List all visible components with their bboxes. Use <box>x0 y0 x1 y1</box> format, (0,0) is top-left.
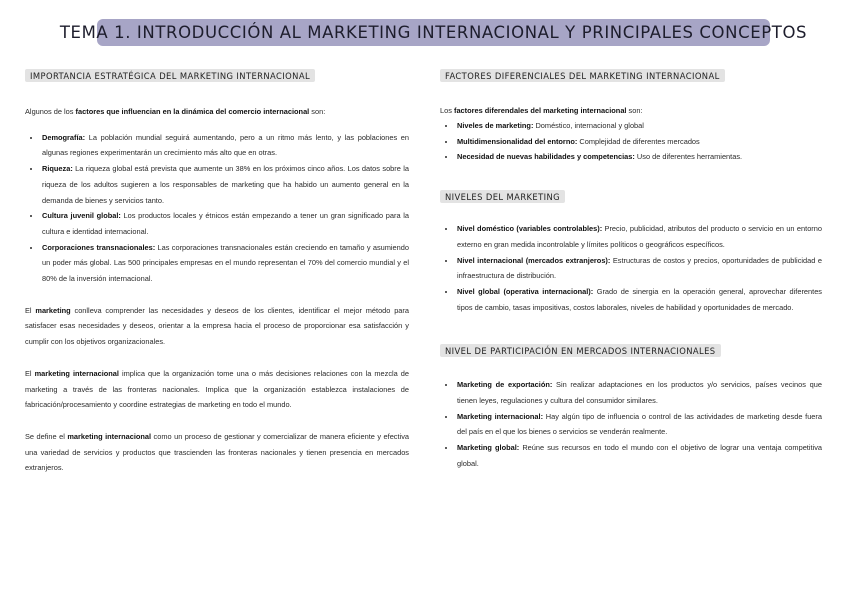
list-item: • Necesidad de nuevas habilidades y competencias: Uso de diferentes herramientas. <box>456 149 822 165</box>
list-item: • Demografía: La población mundial seguirá aumentando, pero a un ritmo más lento, y las poblaciones en algunas regiones experimentarán un crecimiento más alto que en otras. <box>41 130 409 161</box>
list-item: • Nivel doméstico (variables controlables): Precio, publicidad, atributos del producto o servicio en un entorno externo en gran medida incontrolable y límites políticos o geográficos específicos. <box>456 221 822 252</box>
section-heading-importancia: IMPORTANCIA ESTRATÉGICA DEL MARKETING INTERNACIONAL <box>25 69 315 82</box>
international-marketing-definition-paragraph: Se define el marketing internacional como un proceso de gestionar y comercializar de manera eficiente y efectiva una variedad de servicios y productos que trascienden las fronteras nacionales y tienen presencia en mercados extranjeros. <box>25 431 409 473</box>
title-banner <box>59 19 808 46</box>
international-marketing-paragraph: El marketing internacional implica que la organización tome una o más decisiones relaciones con la mezcla de marketing a través de las fronteras nacionales. Implica que la organización establezca instalaciones de fabricación/procesamiento y coordine estrategias de marketing en todo el mundo. <box>25 368 410 410</box>
section-heading-niveles: NIVELES DEL MARKETING <box>440 190 565 203</box>
intro-paragraph: Algunos de los factores que influencian en la dinámica del comercio internacional son: <box>25 107 326 116</box>
list-item: • Marketing de exportación: Sin realizar adaptaciones en los productos y/o servicios, países vecinos que tienen leyes, regulaciones y cultura del consumidor similares. <box>456 377 822 408</box>
factores-list <box>440 118 822 165</box>
list-item: • Nivel internacional (mercados extranjeros): Estructuras de costos y precios, oportunidades de publicidad e infraestructura de distribución. <box>456 253 822 284</box>
list-item: • Riqueza: La riqueza global está prevista que aumente un 38% en los próximos cinco años. Los datos sobre la riqueza de los adultos sugieren a los responsables de marketing que ha habido un aumento general en la demanda de bienes y servicios tanto. <box>41 161 409 208</box>
niveles-list <box>440 221 822 315</box>
list-item: • Marketing internacional: Hay algún tipo de influencia o control de las actividades de marketing desde fuera del país en el que los bienes o servicios se venderán realmente. <box>456 409 822 440</box>
list-item: • Multidimensionalidad del entorno: Complejidad de diferentes mercados <box>456 134 822 150</box>
section-heading-participacion: NIVEL DE PARTICIPACIÓN EN MERCADOS INTERNACIONALES <box>440 344 721 357</box>
section-heading-factores: FACTORES DIFERENCIALES DEL MARKETING INTERNACIONAL <box>440 69 725 82</box>
list-item: • Marketing global: Reúne sus recursos en todo el mundo con el objetivo de lograr una ventaja competitiva global. <box>456 440 822 471</box>
right-column <box>440 66 822 472</box>
list-item: • Nivel global (operativa internacional): Grado de sinergia en la operación general, aprovechar diferentes tipos de cambio, tasas impositivas, costos laborales, niveles de habilidad y oportunidades de mercado. <box>456 284 822 315</box>
list-item: • Niveles de marketing: Doméstico, internacional y global <box>456 118 822 134</box>
factores-intro-paragraph: Los factores diferendales del marketing internacional son: <box>440 106 643 115</box>
participacion-list <box>440 377 822 471</box>
list-item: • Cultura juvenil global: Los productos locales y étnicos están empezando a tener un gran significado para la cultura e identidad internacional. <box>41 208 409 239</box>
page-title: TEMA 1. INTRODUCCIÓN AL MARKETING INTERNACIONAL Y PRINCIPALES CONCEPTOS <box>59 23 808 42</box>
factors-list <box>25 130 409 287</box>
left-column <box>25 66 409 476</box>
list-item: • Corporaciones transnacionales: Las corporaciones transnacionales están creciendo en tamaño y asumiendo un poder más global. Las 500 principales empresas en el mundo representan el 70% del comercio mundial y el 80% de la inversión internacional. <box>41 240 409 287</box>
marketing-definition-paragraph: El marketing conlleva comprender las necesidades y deseos de los clientes, identificar el mejor método para satisfacer esas necesidades y deseos, orientar a la empresa hacia el proceso de proporcionar esa satisfacción y cumplir con los objetivos organizacionales. <box>25 305 409 347</box>
